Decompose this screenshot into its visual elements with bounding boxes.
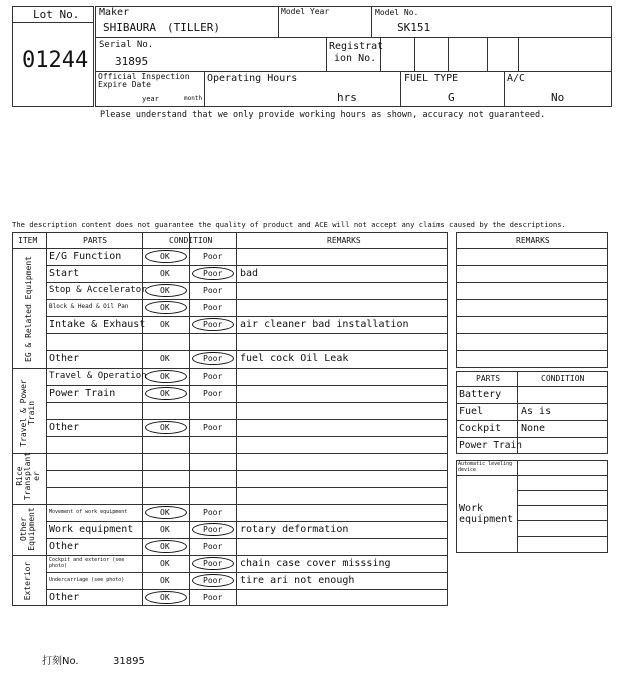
part-name: Power Train xyxy=(49,388,116,399)
remark: tire ari not enough xyxy=(240,575,355,586)
cockpit-value: None xyxy=(521,423,546,434)
serial-label: Serial No. xyxy=(99,40,154,50)
part-name: Stop & Accelerator xyxy=(49,285,147,295)
col-item-header: ITEM xyxy=(18,236,38,245)
remark: bad xyxy=(240,268,259,279)
fuel-label: Fuel xyxy=(459,406,484,417)
operating-hours-label: Operating Hours xyxy=(207,73,298,84)
poor-option: Poor xyxy=(203,508,223,517)
ac-value: No xyxy=(551,91,565,104)
col-remarks-header: REMARKS xyxy=(327,236,361,245)
ok-option: OK xyxy=(160,354,170,363)
work-equipment-label: Work xyxy=(459,503,484,514)
part-name: Other xyxy=(49,422,80,433)
remark: rotary deformation xyxy=(240,524,349,535)
part-name: Undercarriage (see photo) xyxy=(49,577,125,583)
section-eg-label: EG & Related Equipment xyxy=(24,256,33,362)
remark: chain case cover misssing xyxy=(240,558,391,569)
ok-option: OK xyxy=(160,542,170,551)
poor-option: Poor xyxy=(203,252,223,261)
ok-option: OK xyxy=(160,423,170,432)
battery-label: Battery xyxy=(459,389,502,400)
section-rice-label xyxy=(16,450,42,502)
part-name: Block & Head & Oil Pan xyxy=(49,303,129,310)
poor-option: Poor xyxy=(203,593,223,602)
hours-notice: Please understand that we only provide working hours as shown, accuracy not guaranteed. xyxy=(100,110,546,120)
ok-option: OK xyxy=(160,320,170,329)
section-rice-label-line1: Rice xyxy=(15,466,24,486)
section-travel-label-line2: Train xyxy=(27,400,37,426)
inspection-label: Official Inspection xyxy=(98,72,190,81)
part-name: Other xyxy=(49,353,80,364)
section-other-label xyxy=(20,504,38,554)
remark: air cleaner bad installation xyxy=(240,319,409,330)
auto-leveling-label: Automatic leveling device xyxy=(458,461,513,473)
part-name: Other xyxy=(49,541,80,552)
work-equipment-label-line2: equipment xyxy=(459,514,514,525)
col-parts-header: PARTS xyxy=(83,236,108,245)
model-no-label: Model No. xyxy=(375,8,419,17)
year-label: year xyxy=(142,95,159,103)
poor-option: Poor xyxy=(203,320,223,329)
right-condition-header: CONDITION xyxy=(541,374,585,383)
model-no-value: SK151 xyxy=(397,21,431,34)
ok-option: OK xyxy=(160,508,170,517)
serial-value: 31895 xyxy=(115,55,149,68)
poor-option: Poor xyxy=(203,389,223,398)
section-rice-label-line3: er xyxy=(31,471,41,481)
part-name: Travel & Operation xyxy=(49,371,147,381)
model-year-label: Model Year xyxy=(281,7,330,16)
lot-label: Lot No. xyxy=(33,8,80,21)
poor-option: Poor xyxy=(203,542,223,551)
part-name: Cockpit and exterior (see photo) xyxy=(49,557,125,569)
cockpit-label: Cockpit xyxy=(459,423,502,434)
part-name: Other xyxy=(49,592,80,603)
ok-option: OK xyxy=(160,559,170,568)
col-condition-header: CONDITION xyxy=(169,236,213,245)
poor-option: Poor xyxy=(203,525,223,534)
section-travel-label-line1: Travel & Power xyxy=(19,379,28,447)
poor-option: Poor xyxy=(203,354,223,363)
part-name: Work equipment xyxy=(49,524,134,535)
registration-label-line2: ion No. xyxy=(334,53,377,64)
power-train-label: Power Train xyxy=(459,440,522,451)
ok-option: OK xyxy=(160,593,170,602)
stamp-number-value: 31895 xyxy=(113,656,145,667)
fuel-type-label: FUEL TYPE xyxy=(404,73,459,84)
section-other-label-line2: Equipment xyxy=(27,507,37,551)
fuel-type-value: G xyxy=(448,91,455,104)
ok-option: OK xyxy=(160,372,170,381)
disclaimer: The description content does not guarantee the quality of product and ACE will not accept any claims caused by the descriptions. xyxy=(12,220,566,229)
part-name: Intake & Exhaust xyxy=(49,319,146,330)
operating-hours-unit: hrs xyxy=(337,91,357,104)
poor-option: Poor xyxy=(203,269,223,278)
part-name: Start xyxy=(49,268,80,279)
poor-option: Poor xyxy=(203,423,223,432)
ac-label: A/C xyxy=(507,73,526,84)
poor-option: Poor xyxy=(203,576,223,585)
part-name: Movement of work equipment xyxy=(49,509,128,515)
maker-value: SHIBAURA (TILLER) xyxy=(103,21,220,34)
section-travel-label xyxy=(20,378,38,448)
ok-option: OK xyxy=(160,576,170,585)
ok-option: OK xyxy=(160,269,170,278)
right-parts-header: PARTS xyxy=(476,374,501,383)
registration-label: Registrat xyxy=(329,41,384,52)
section-exterior-label: Exterior xyxy=(23,561,32,601)
poor-option: Poor xyxy=(203,286,223,295)
ok-option: OK xyxy=(160,252,170,261)
remark: fuel cock Oil Leak xyxy=(240,353,349,364)
section-rice-label-line2: Transplant xyxy=(23,451,33,501)
poor-option: Poor xyxy=(203,559,223,568)
part-name: E/G Function xyxy=(49,251,122,262)
maker-label: Maker xyxy=(99,7,130,18)
fuel-value: As is xyxy=(521,406,552,417)
ok-option: OK xyxy=(160,286,170,295)
right-remarks-header: REMARKS xyxy=(516,236,550,245)
section-other-label-line1: Other xyxy=(19,516,28,542)
inspection-label-line2: Expire Date xyxy=(98,80,151,89)
poor-option: Poor xyxy=(203,372,223,381)
stamp-number-label: 打刻No. xyxy=(42,656,79,667)
lot-number: 01244 xyxy=(22,48,89,73)
poor-option: Poor xyxy=(203,303,223,312)
month-label: month xyxy=(184,95,203,102)
ok-option: OK xyxy=(160,525,170,534)
ok-option: OK xyxy=(160,389,170,398)
ok-option: OK xyxy=(160,303,170,312)
